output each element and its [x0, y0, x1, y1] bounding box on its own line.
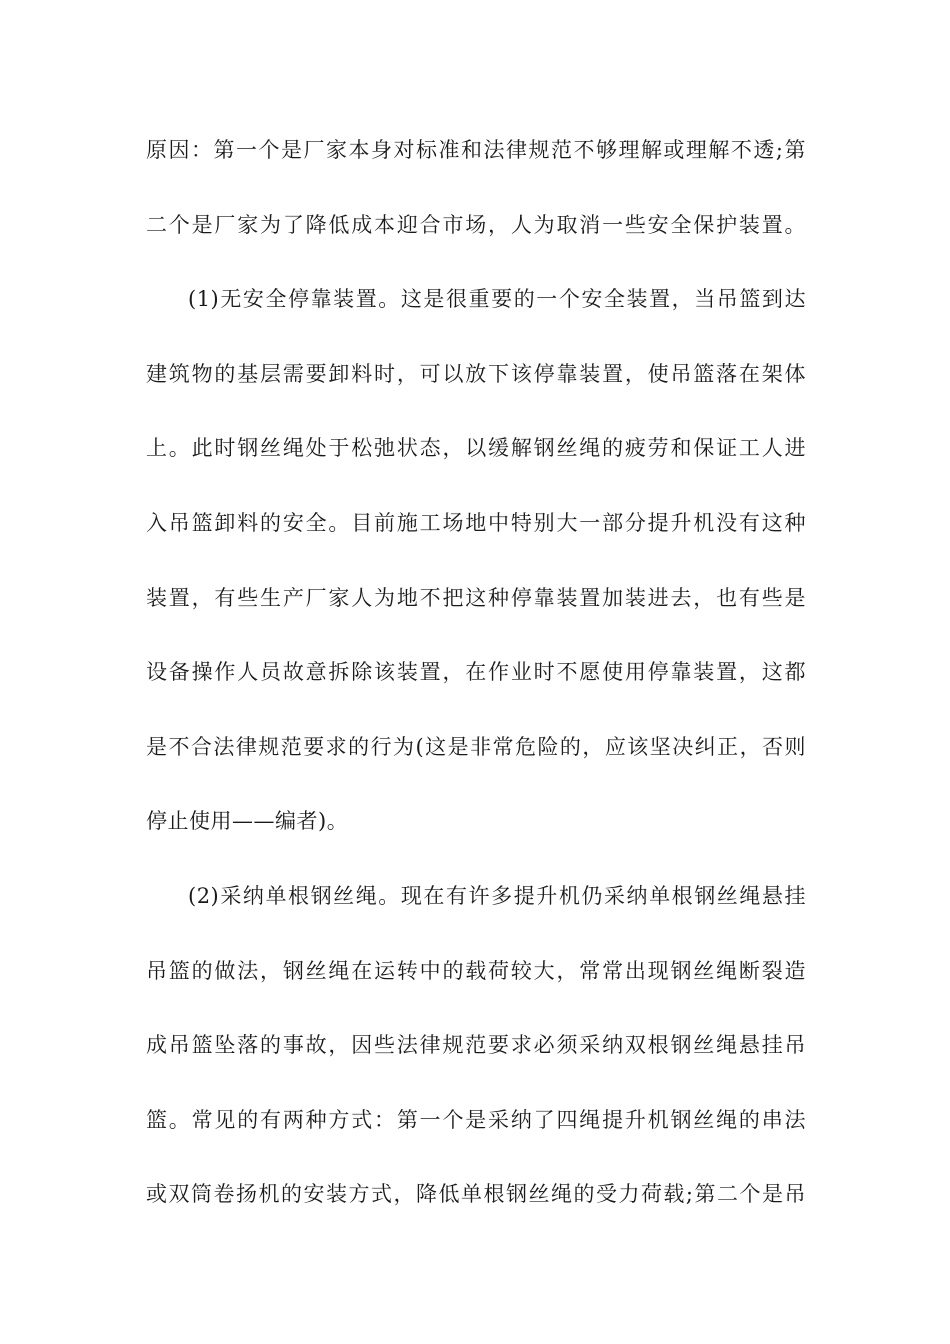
text-line: (2)采纳单根钢丝绳。现在有许多提升机仍采纳单根钢丝绳悬挂 — [188, 883, 806, 908]
text-line: 入吊篮卸料的安全。目前施工场地中特别大一部分提升机没有这种 — [146, 510, 806, 535]
text-line: (1)无安全停靠装置。这是很重要的一个安全装置，当吊篮到达 — [188, 287, 806, 312]
text-line: 原因：第一个是厂家本身对标准和法律规范不够理解或理解不透;第 — [146, 138, 806, 162]
text-line: 或双筒卷扬机的安装方式，降低单根钢丝绳的受力荷载;第二个是吊 — [146, 1182, 806, 1207]
text-line: 装置，有些生产厂家人为地不把这种停靠装置加装进去，也有些是 — [146, 585, 806, 610]
document-body — [146, 130, 806, 1249]
text-line: 二个是厂家为了降低成本迎合市场，人为取消一些安全保护装置。 — [146, 212, 806, 237]
text-line: 成吊篮坠落的事故，因些法律规范要求必须采纳双根钢丝绳悬挂吊 — [146, 1033, 806, 1058]
text-line: 吊篮的做法，钢丝绳在运转中的载荷较大，常常出现钢丝绳断裂造 — [146, 958, 806, 983]
text-line: 篮。常见的有两种方式：第一个是采纳了四绳提升机钢丝绳的串法 — [146, 1107, 806, 1132]
text-line: 上。此时钢丝绳处于松弛状态，以缓解钢丝绳的疲劳和保证工人进 — [146, 436, 806, 461]
text-line: 建筑物的基层需要卸料时，可以放下该停靠装置，使吊篮落在架体 — [146, 361, 806, 386]
text-line: 是不合法律规范要求的行为(这是非常危险的，应该坚决纠正，否则 — [146, 734, 806, 759]
text-line: 停止使用——编者)。 — [146, 809, 349, 834]
text-line: 设备操作人员故意拆除该装置，在作业时不愿使用停靠装置，这都 — [146, 660, 806, 685]
